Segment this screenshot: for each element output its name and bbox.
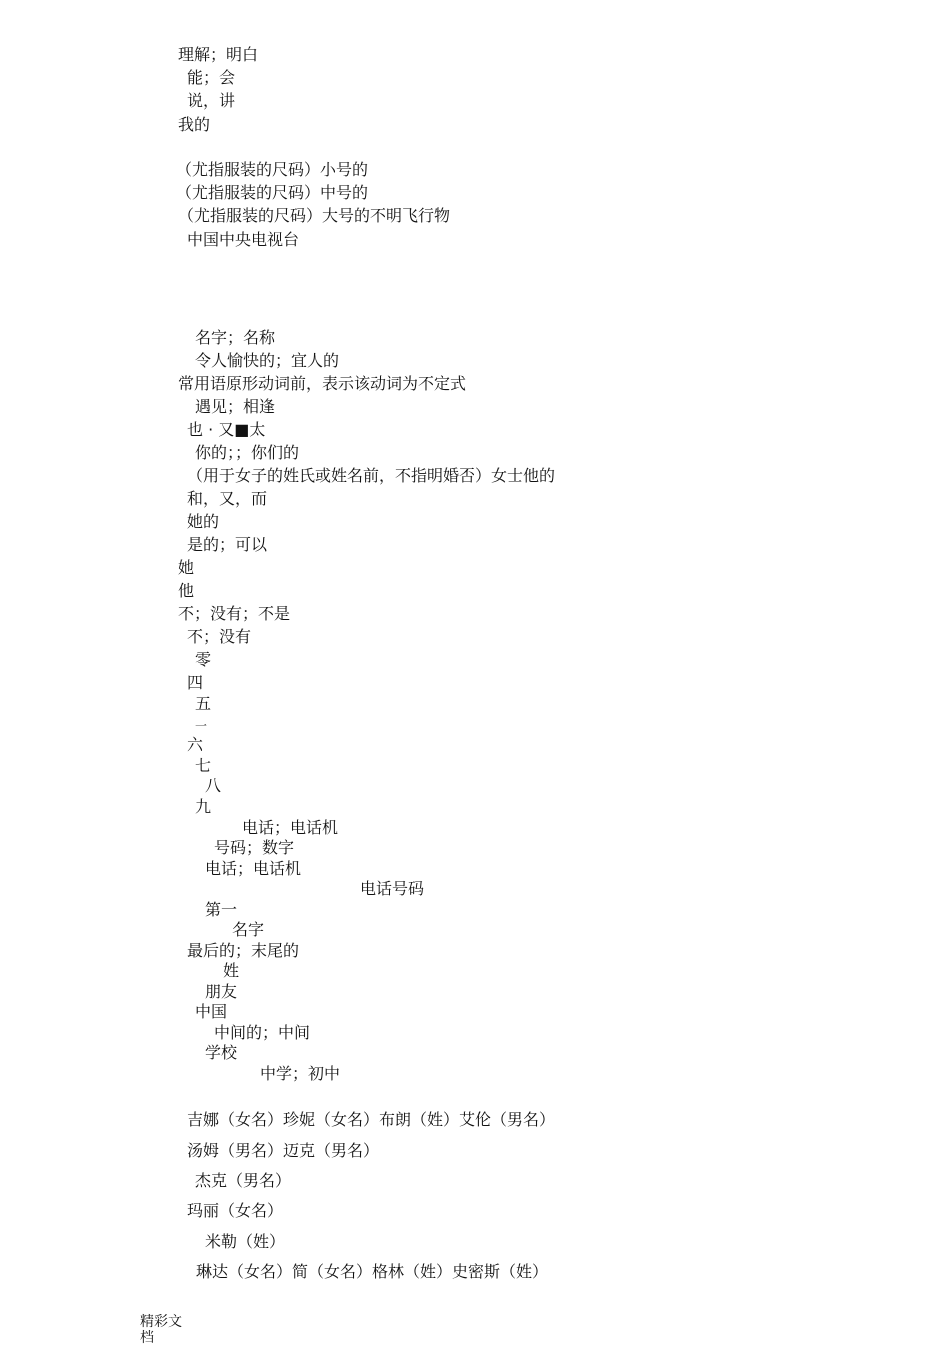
gloss-line: 朋友 bbox=[205, 982, 238, 1001]
name-line: 吉娜（女名）珍妮（女名）布朗（姓）艾伦（男名） bbox=[187, 1110, 556, 1129]
footer-watermark: 精彩文档 bbox=[140, 1314, 182, 1346]
gloss-line: （尤指服装的尺码）小号的 bbox=[176, 160, 369, 179]
gloss-line: 五 bbox=[195, 694, 212, 713]
gloss-line: 也 · 又■太 bbox=[187, 420, 266, 439]
gloss-line: 最后的；末尾的 bbox=[187, 941, 300, 960]
gloss-line: 号码；数字 bbox=[214, 838, 295, 857]
name-line: 琳达（女名）简（女名）格林（姓）史密斯（姓） bbox=[196, 1262, 549, 1281]
gloss-line: 电话；电话机 bbox=[205, 859, 302, 878]
stray-mark: 一 bbox=[195, 719, 208, 733]
gloss-line: 不；没有 bbox=[187, 627, 252, 646]
gloss-line: 学校 bbox=[205, 1043, 238, 1062]
gloss-line: （尤指服装的尺码）中号的 bbox=[176, 183, 369, 202]
gloss-line: 六 bbox=[187, 735, 204, 754]
gloss-line: 零 bbox=[195, 650, 212, 669]
gloss-line: 七 bbox=[195, 756, 212, 775]
gloss-line: 是的；可以 bbox=[187, 535, 268, 554]
gloss-line: 遇见；相逢 bbox=[195, 397, 276, 416]
gloss-line: 和，又，而 bbox=[187, 489, 268, 508]
gloss-line: 八 bbox=[205, 776, 222, 795]
gloss-line: 常用语原形动词前，表示该动词为不定式 bbox=[178, 374, 467, 393]
gloss-line: 她的 bbox=[187, 512, 220, 531]
gloss-line: 能；会 bbox=[187, 68, 236, 87]
name-line: 汤姆（男名）迈克（男名） bbox=[187, 1141, 380, 1160]
gloss-line: （用于女子的姓氏或姓名前，不指明婚否）女士他的 bbox=[187, 466, 556, 485]
gloss-line: 不；没有；不是 bbox=[178, 604, 291, 623]
name-line: 杰克（男名） bbox=[195, 1171, 292, 1190]
name-line: 玛丽（女名） bbox=[187, 1201, 284, 1220]
gloss-line: 中间的；中间 bbox=[214, 1023, 311, 1042]
gloss-line: 姓 bbox=[223, 961, 240, 980]
gloss-line: 九 bbox=[195, 797, 212, 816]
gloss-line: 名字；名称 bbox=[195, 328, 276, 347]
gloss-line: 电话；电话机 bbox=[242, 818, 339, 837]
gloss-line: 说，讲 bbox=[187, 91, 236, 110]
gloss-line: 中国中央电视台 bbox=[187, 230, 300, 249]
gloss-line: 四 bbox=[187, 673, 204, 692]
gloss-line: 中国 bbox=[195, 1002, 228, 1021]
gloss-line: 名字 bbox=[232, 920, 265, 939]
gloss-line: 理解；明白 bbox=[178, 45, 259, 64]
gloss-line: 他 bbox=[178, 581, 195, 600]
gloss-line: 令人愉快的；宜人的 bbox=[195, 351, 340, 370]
gloss-line: 你的；；你们的 bbox=[195, 443, 300, 462]
name-line: 米勒（姓） bbox=[205, 1232, 286, 1251]
gloss-line: 电话号码 bbox=[360, 879, 425, 898]
gloss-line: 她 bbox=[178, 558, 195, 577]
gloss-line: （尤指服装的尺码）大号的不明飞行物 bbox=[178, 206, 451, 225]
gloss-line: 我的 bbox=[178, 115, 211, 134]
gloss-line: 中学；初中 bbox=[260, 1064, 341, 1083]
gloss-line: 第一 bbox=[205, 900, 238, 919]
